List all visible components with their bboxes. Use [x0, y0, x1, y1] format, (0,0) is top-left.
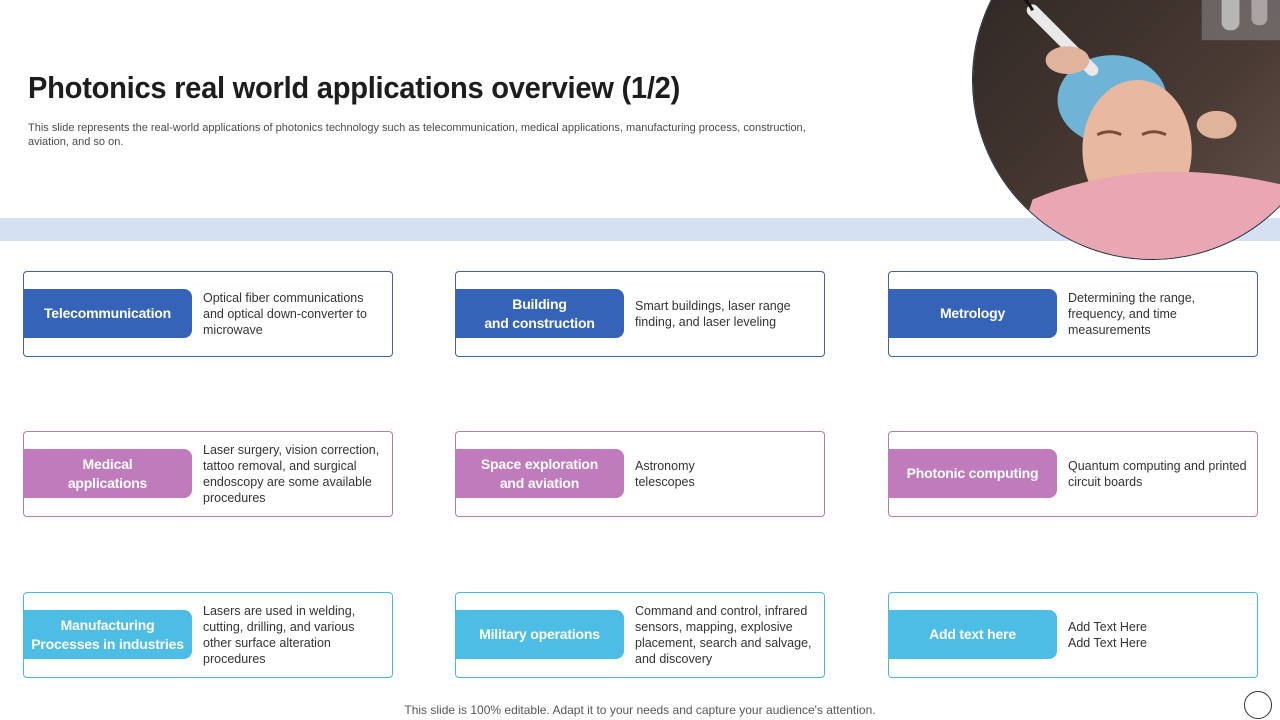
card-description: Lasers are used in welding, cutting, drilling, and various other surface alteration procedures: [203, 604, 356, 666]
card-label: Space exploration and aviation: [455, 449, 624, 498]
card-medical-applications: [23, 431, 393, 517]
card-label: Manufacturing Processes in industries: [23, 610, 192, 659]
card-metrology: [888, 271, 1258, 357]
card-space-aviation: [455, 431, 825, 517]
card-manufacturing: [23, 592, 393, 678]
card-description: Determining the range, frequency, and time measurements: [1068, 291, 1196, 337]
card-add-text: [888, 592, 1258, 678]
card-description: Optical fiber communications and optical down-converter to microwave: [203, 291, 367, 337]
card-label: Building and construction: [455, 289, 624, 338]
card-description: Smart buildings, laser range finding, and laser leveling: [635, 299, 791, 329]
card-description: Astronomy telescopes: [635, 459, 695, 489]
card-building-construction: [455, 271, 825, 357]
card-description: Quantum computing and printed circuit boards: [1068, 459, 1247, 489]
slide-title: Photonics real world applications overview (1/2): [28, 70, 681, 105]
card-telecommunication: [23, 271, 393, 357]
card-label: Military operations: [455, 610, 624, 659]
facial-treatment-photo: [972, 0, 1280, 260]
card-description: Add Text Here Add Text Here: [1068, 620, 1147, 650]
card-label: Add text here: [888, 610, 1057, 659]
card-photonic-computing: [888, 431, 1258, 517]
card-military-operations: [455, 592, 825, 678]
card-label: Photonic computing: [888, 449, 1057, 498]
slide-subtitle: This slide represents the real-world applications of photonics technology such as telecommunication, medical applications, manufacturing process, construction, aviation, and so on.: [28, 122, 806, 148]
card-label: Medical applications: [23, 449, 192, 498]
slide-footer: This slide is 100% editable. Adapt it to your needs and capture your audience's attention.: [404, 703, 876, 717]
corner-circle-icon: [1244, 691, 1272, 719]
card-description: Laser surgery, vision correction, tattoo removal, and surgical endoscopy are some available procedures: [203, 443, 380, 505]
card-label: Telecommunication: [23, 289, 192, 338]
card-label: Metrology: [888, 289, 1057, 338]
card-description: Command and control, infrared sensors, mapping, explosive placement, search and salvage, and discovery: [635, 604, 812, 666]
